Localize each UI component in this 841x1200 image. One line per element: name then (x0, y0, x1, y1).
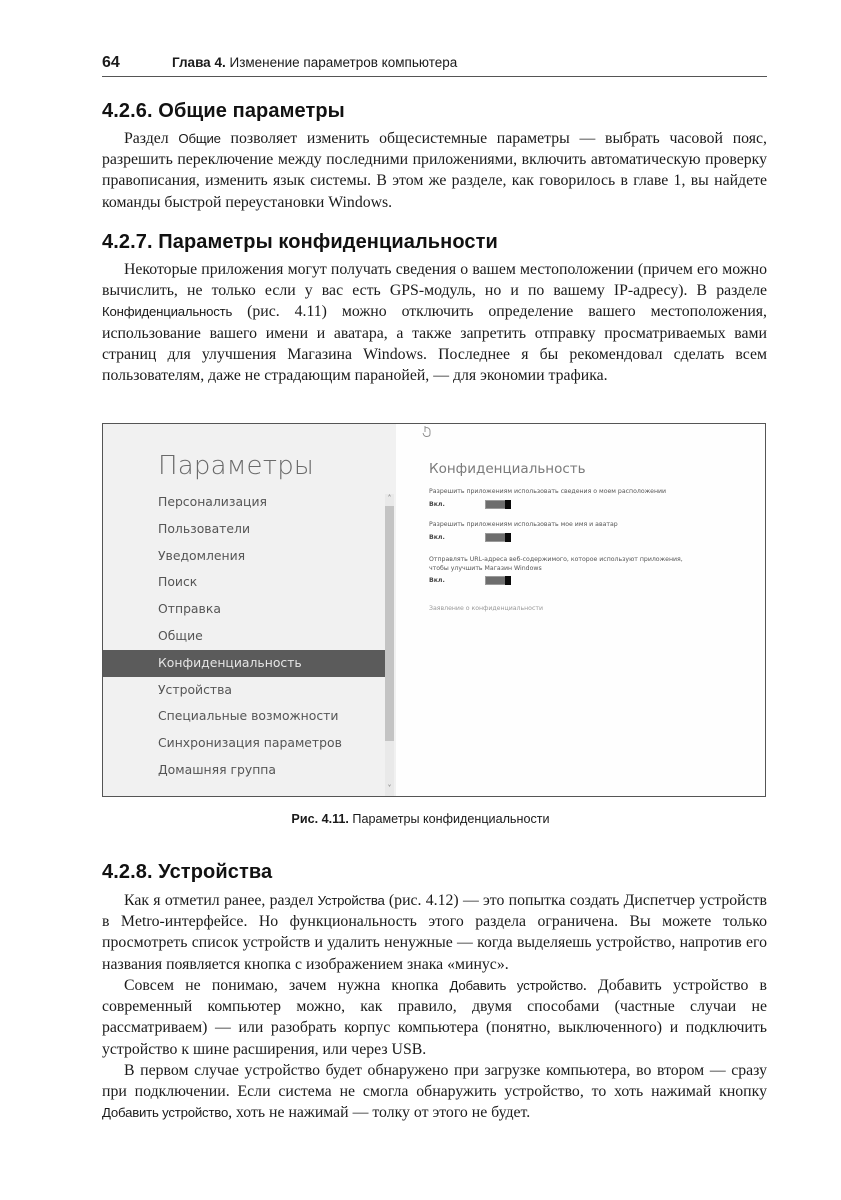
paragraph: Совсем не понимаю, зачем нужна кнопка Добавить устройство. Добавить устройство в современный компьютер можно, как правило, двумя способами (частные случаи не рассматриваем) — или разобрать корпус компьютера (понятно, выключенного) и подключить устройство к шине расширения, или через USB. (102, 977, 768, 1058)
privacy-pane (396, 424, 765, 796)
section-heading-4-2-8: 4.2.8. Устройства (102, 861, 273, 883)
scroll-thumb[interactable] (385, 506, 394, 741)
menu-item-general[interactable]: Общие (158, 627, 203, 643)
paragraph: Раздел Общие позволяет изменить общесистемные параметры — выбрать часовой пояс, разрешить переключение между последними приложениями, включить автоматическую проверку правописания, изменить язык системы. В этом же разделе, как говорилось в главе 1, вы найдете команды быстрой переустановки Windows. (102, 130, 768, 211)
ui-term: Добавить устройство (102, 1105, 229, 1121)
menu-item-users[interactable]: Пользователи (158, 520, 250, 536)
setting-label: Отправлять URL-адреса веб-содержимого, которое используют приложения, (429, 556, 683, 563)
toggle-state-label: Вкл. (429, 577, 445, 585)
setting-label: чтобы улучшить Магазин Windows (429, 564, 542, 572)
settings-title: Параметры (158, 451, 314, 481)
scroll-up-arrow-icon[interactable]: ˄ (387, 494, 392, 503)
settings-pane (103, 424, 396, 796)
section-heading-4-2-6: 4.2.6. Общие параметры (102, 100, 345, 122)
setting-name-avatar (429, 521, 729, 545)
ui-term: Добавить устройство (449, 978, 583, 993)
ui-term: Общие (178, 131, 221, 146)
toggle-knob (505, 576, 511, 585)
privacy-statement-link[interactable]: Заявление о конфиденциальности (429, 605, 543, 612)
menu-item-sync-settings[interactable]: Синхронизация параметров (158, 735, 342, 751)
page-number: 64 (102, 54, 120, 71)
name-avatar-toggle[interactable] (485, 533, 511, 542)
menu-item-personalization[interactable]: Персонализация (158, 494, 267, 509)
chapter-label: Глава 4. (172, 55, 226, 70)
setting-label: Разрешить приложениям использовать мое имя и аватар (429, 521, 618, 528)
paragraph: В первом случае устройство будет обнаружено при загрузке компьютера, во втором — сразу при подключении. Если система не смогла обнаружить устройство, то хоть нажимай кнопку Добавить устройство, хоть не нажимай — толку от этого не будет. (102, 1062, 767, 1122)
caption-text: Параметры конфиденциальности (348, 812, 550, 826)
toggle-state-label: Вкл. (429, 533, 445, 541)
paragraph: Как я отметил ранее, раздел Устройства (рис. 4.12) — это попытка создать Диспетчер устройств в Metro-интерфейсе. Но функциональность этого раздела ограничена. Вы можете только просмотреть список устройств и удалить ненужные — когда выделяешь устройство, напротив его названия появляется кнопка с изображением знака «минус». (102, 892, 767, 973)
caption-label: Рис. 4.11. (291, 812, 349, 826)
scroll-down-arrow-icon[interactable]: ˅ (387, 784, 392, 793)
location-toggle[interactable] (485, 500, 511, 509)
toggle-state-label: Вкл. (429, 500, 445, 508)
hand-cursor-icon (422, 425, 432, 437)
menu-item-ease-of-access[interactable]: Специальные возможности (158, 708, 339, 724)
toggle-knob (505, 500, 511, 509)
menu-item-search[interactable]: Поиск (158, 574, 198, 590)
section-heading-4-2-7: 4.2.7. Параметры конфиденциальности (102, 231, 498, 253)
toggle-knob (505, 533, 511, 542)
send-urls-toggle[interactable] (485, 576, 511, 585)
menu-item-privacy[interactable]: Конфиденциальность (103, 650, 386, 677)
ui-term: Конфиденциальность (102, 304, 233, 320)
setting-label: Разрешить приложениям использовать сведения о моем расположении (429, 488, 667, 495)
menu-item-notifications[interactable]: Уведомления (158, 547, 246, 563)
figure-caption (0, 812, 841, 826)
setting-location (429, 488, 729, 512)
paragraph: Некоторые приложения могут получать сведения о вашем местоположении (причем его можно вычислить, не только если у вас есть GPS-модуль, но и по вашему IP-адресу). В разделе Конфиденциальность (рис. 4.11) можно отключить определение вашего местоположения, использование вашего имени и аватара, а также запретить отправку просматриваемых вами страниц для улучшения Магазина Windows. Последнее я бы рекомендовал сделать всем пользователям, даже не страдающим паранойей, — для экономии трафика. (102, 261, 767, 385)
menu-scrollbar[interactable] (385, 494, 394, 796)
menu-item-homegroup[interactable]: Домашняя группа (158, 761, 276, 777)
settings-menu (103, 489, 386, 784)
chapter-title (172, 55, 457, 70)
chapter-name: Изменение параметров компьютера (229, 55, 458, 70)
menu-item-share[interactable]: Отправка (158, 601, 221, 617)
setting-send-urls (429, 556, 729, 588)
figure-screenshot (102, 423, 766, 797)
privacy-title: Конфиденциальность (429, 461, 586, 477)
running-head (102, 52, 767, 77)
menu-item-devices[interactable]: Устройства (158, 681, 233, 697)
ui-term: Устройства (317, 893, 385, 908)
